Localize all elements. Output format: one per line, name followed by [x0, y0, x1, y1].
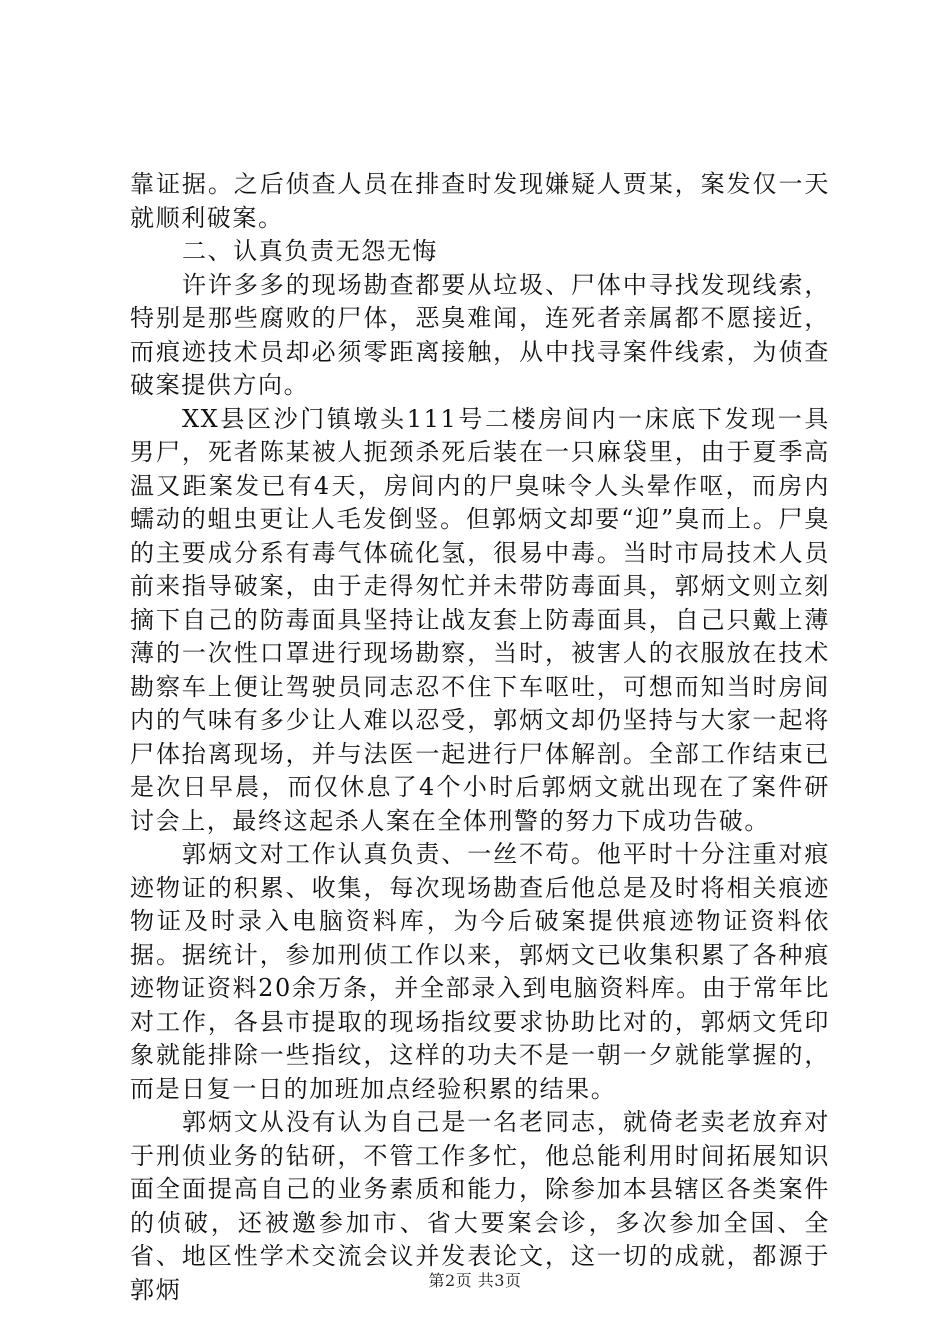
paragraph: 许许多多的现场勘查都要从垃圾、尸体中寻找发现线索，特别是那些腐败的尸体，恶臭难闻，连死者亲属都不愿接近，而痕迹技术员却必须零距离接触，从中找寻案件线索，为侦查破案提供方向。 — [130, 270, 830, 399]
section-heading: 二、认真负责无怨无悔 — [182, 237, 438, 265]
paragraph: 郭炳文对工作认真负责、一丝不苟。他平时十分注重对痕迹物证的积累、收集，每次现场勘查后他总是及时将相关痕迹物证及时录入电脑资料库，为今后破案提供痕迹物证资料依据。据统计，参加刑侦工作以来，郭炳文已收集积累了各种痕迹物证资料20余万条，并全部录入到电脑资料库。由于常年比对工作，各县市提取的现场指纹要求协助比对的，郭炳文凭印象就能排除一些指纹，这样的功夫不是一朝一夕就能掌握的，而是日复一日的加班加点经验积累的结果。 — [130, 840, 830, 1103]
document-body — [130, 168, 830, 1307]
paragraph-continuation: 靠证据。之后侦查人员在排查时发现嫌疑人贾某，案发仅一天就顺利破案。 — [130, 170, 830, 232]
paragraph: XX县区沙门镇墩头111号二楼房间内一床底下发现一具男尸，死者陈某被人扼颈杀死后装在一只麻袋里，由于夏季高温又距案发已有4天，房间内的尸臭味令人头晕作呕，而房内蠕动的蛆虫更让人毛发倒竖。但郭炳文却要“迎”臭而上。尸臭的主要成分系有毒气体硫化氢，很易中毒。当时市局技术人员前来指导破案，由于走得匆忙并未带防毒面具，郭炳文则立刻摘下自己的防毒面具坚持让战友套上防毒面具，自己只戴上薄薄的一次性口罩进行现场勘察，当时，被害人的衣服放在技术勘察车上便让驾驶员同志忍不住下车呕吐，可想而知当时房间内的气味有多少让人难以忍受，郭炳文却仍坚持与大家一起将尸体抬离现场，并与法医一起进行尸体解剖。全部工作结束已是次日早晨，而仅休息了4个小时后郭炳文就出现在了案件研讨会上，最终这起杀人案在全体刑警的努力下成功告破。 — [130, 404, 830, 835]
paragraph: 郭炳文从没有认为自己是一名老同志，就倚老卖老放弃对于刑侦业务的钻研，不管工作多忙，他总能利用时间拓展知识面全面提高自己的业务素质和能力，除参加本县辖区各类案件的侦破，还被邀参加市、省大要案会诊，多次参加全国、全省、地区性学术交流会议并发表论文，这一切的成就，都源于郭炳 — [130, 1108, 830, 1304]
page-footer: 第2页 共3页 — [428, 1271, 522, 1290]
